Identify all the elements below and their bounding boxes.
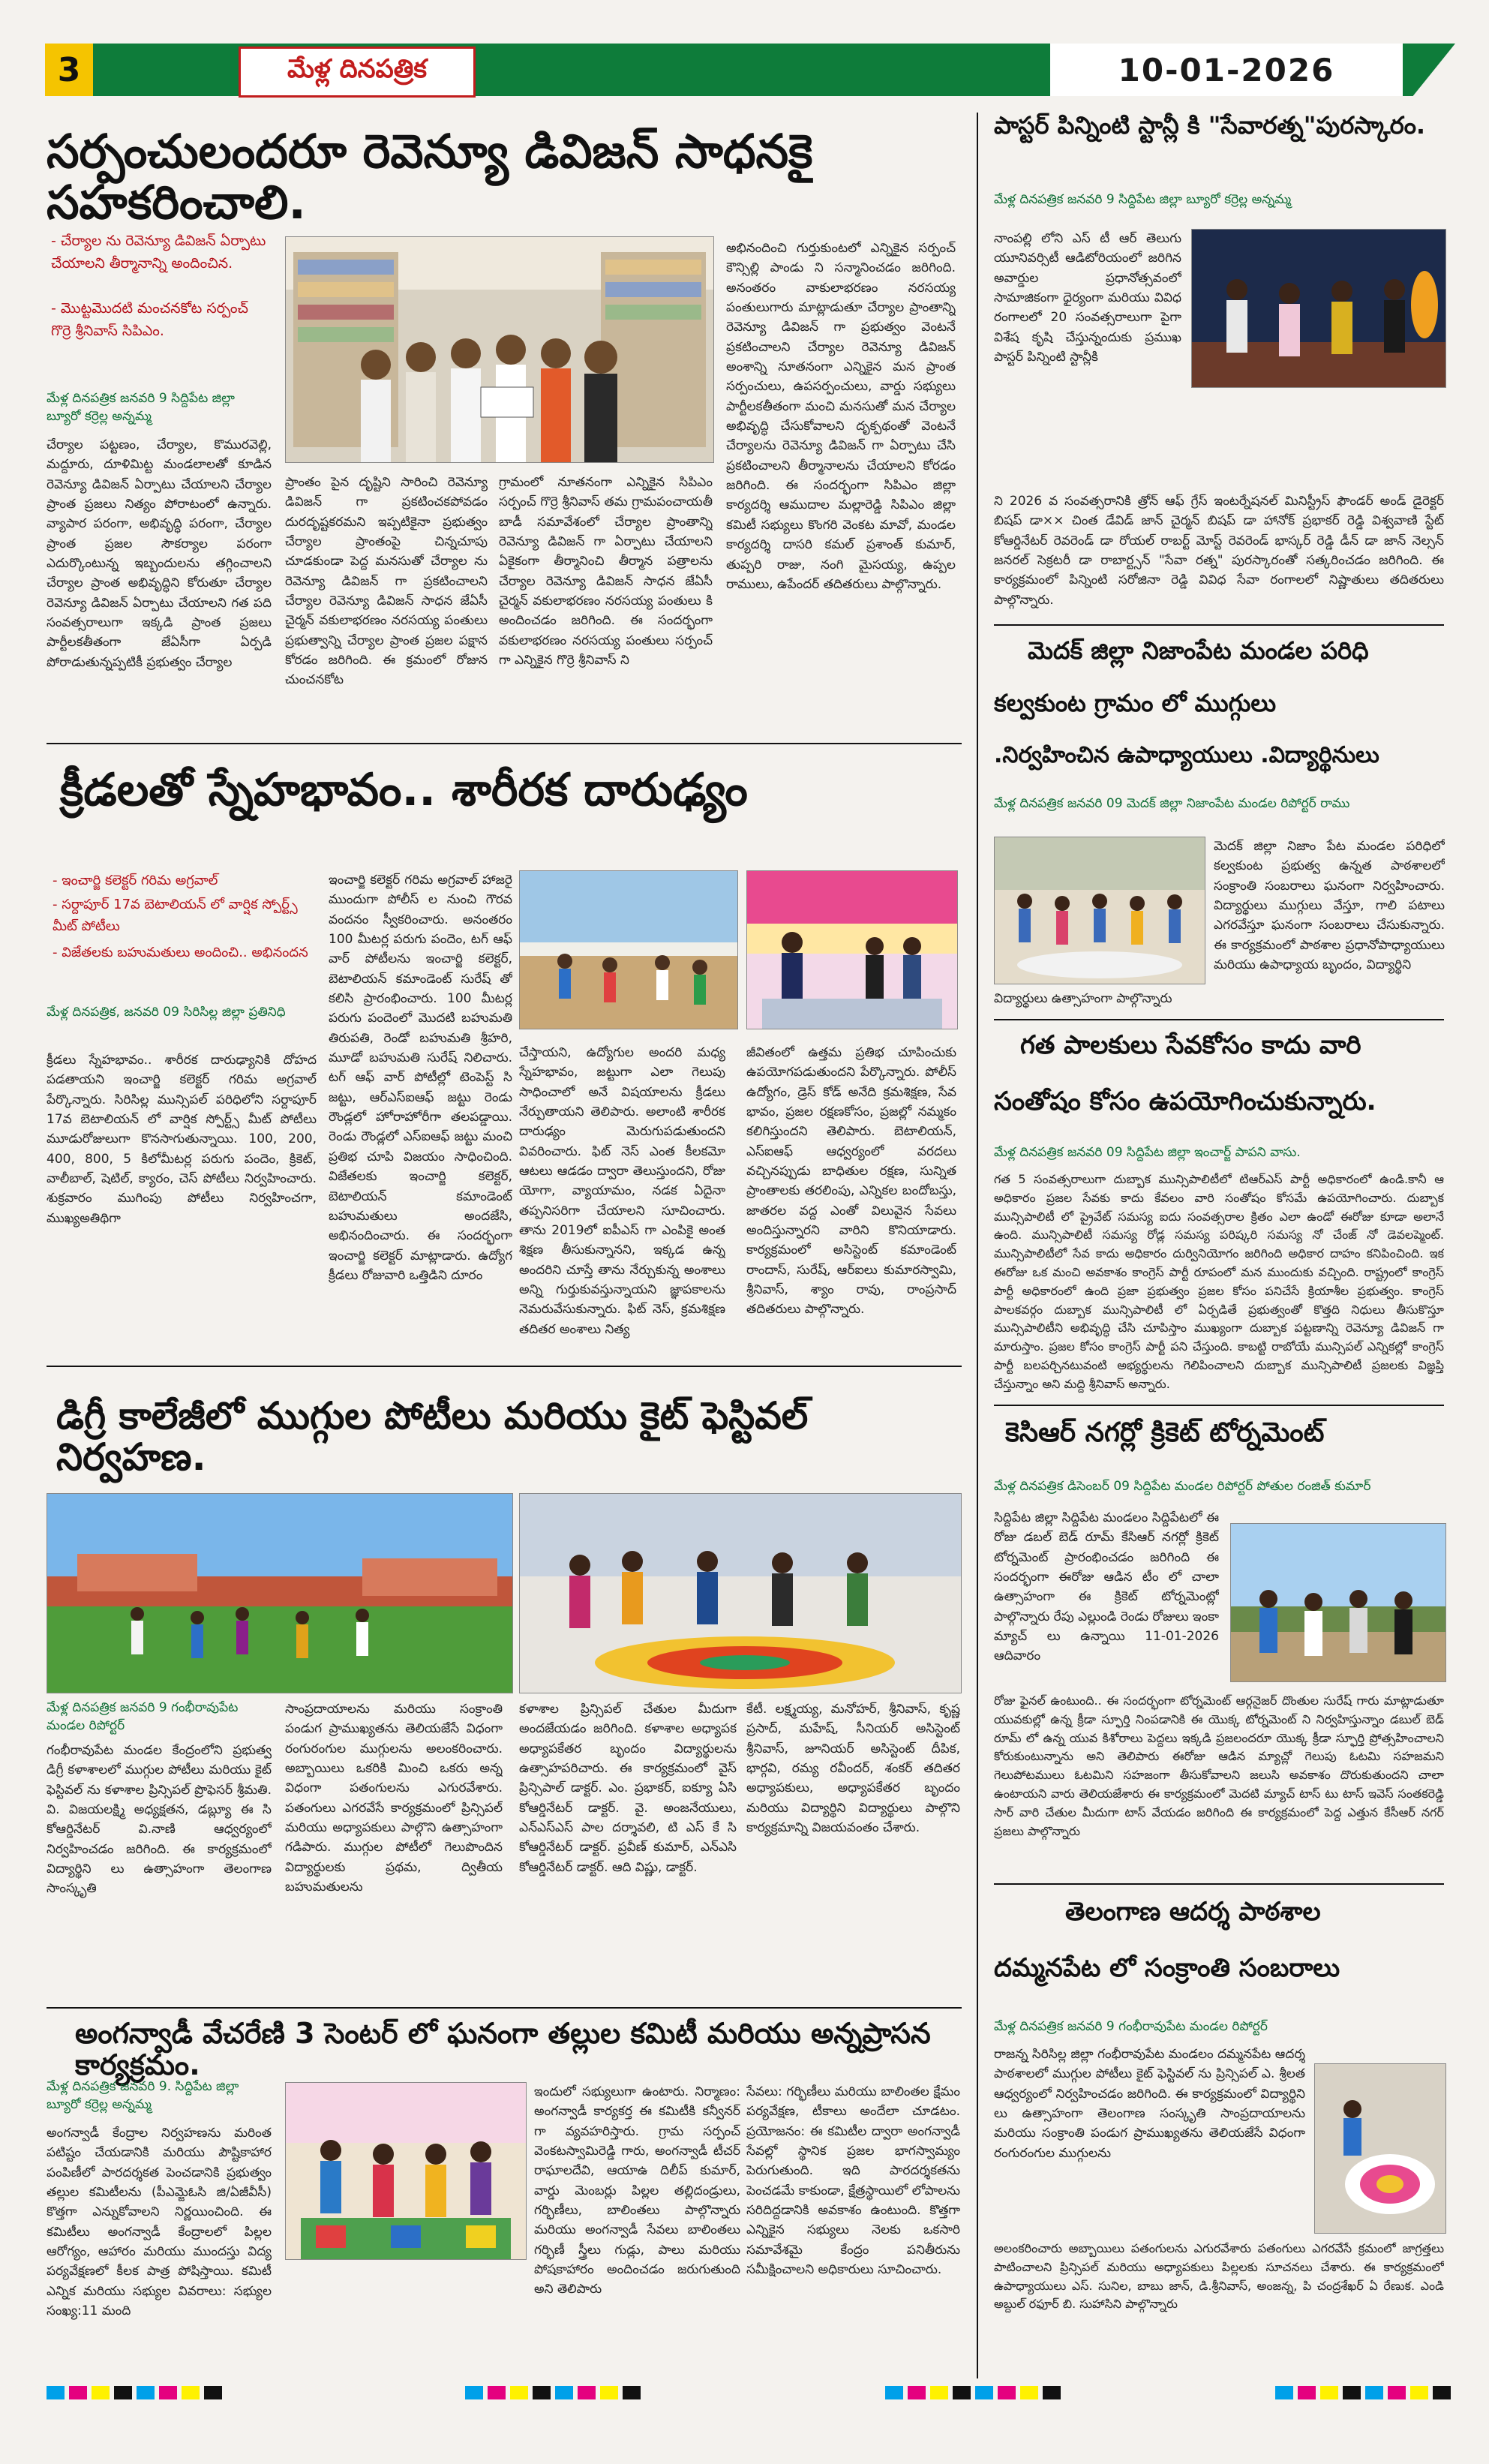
registration-swatch [1410,2386,1428,2399]
right5-headline-2: దమ్మనపేట లో సంక్రాంతి సంబరాలు [994,1953,1340,1983]
registration-swatch [1388,2386,1406,2399]
section-divider [47,2007,962,2009]
section-divider [994,1405,1444,1406]
degree-col-3: కళాశాల ప్రిన్సిపల్ చేతుల మీదుగా అందజేయడం జరిగింది. కళాశాల అధ్యాపక అధ్యాపకేతర బృందం విద్యార్థులను ఉత్సాహపరిచారు. ఈ కార్యక్రమంలో వైస్ ప్రిన్సిపాల్ డాక్టర్. ఎం. ప్రభాకర్, ఐక్యూ ఏసి కోఆర్డినేటర్ డాక్టర్. వై. అంజనేయులు, ఎన్ఎస్ఎస్ పాల దర్శావలి, టి ఎస్ కే సి కోఆర్డినేటర్ డాక్టర్. ప్రవీణ్ కుమార్, ఎన్ఎసి కోఆర్డినేటర్ డాక్టర్. ఆది విష్ణు, డాక్టర్. [519,1702,737,1875]
issue-date: 10-01-2026 [1050,44,1403,96]
right3-headline-2: సంతోషం కోసం ఉపయోగించుకున్నారు. [994,1086,1376,1116]
registration-swatch [159,2386,177,2399]
lead-col-2: ప్రాంతం పైన దృష్టిని సారించి రెవెన్యూ డివిజన్ గా ప్రకటించకపోవడం దురదృష్టకరమని ఇప్పటికైనా ప్రభుత్వం చేర్యాల ప్రాంతంపై చిన్నచూపు చూడకుండా పెద్ద మనసుతో చేర్యాల ను రెవెన్యూ డివిజన్ గా ప్రకటించాలని చేర్యాల రెవెన్యూ డివిజన్ సాధన జేఏసీ చైర్మన్ వకులాభరణం నరసయ్య పంతులు ప్రభుత్వాన్ని చేర్యాల ప్రాంత ప్రజల పక్షాన కోరడం జరిగింది. ఈ క్రమంలో రోజున చుంచనకోట [285,475,488,688]
registration-swatch [47,2386,65,2399]
lead-photo [285,236,714,463]
registration-swatch [623,2386,641,2399]
lead-col-1: చేర్యాల పట్టణం, చేర్యాల, కొమురవెల్లి, మద్దూరు, దూళిమిట్ట మండలాలతో కూడిన రెవెన్యూ డివిజన్ ఏర్పాటు చేయాలని చేర్యాల ప్రాంత ప్రజలు నిత్యం పోరాటంలో ఉన్నారు. వ్యాపార పరంగా, అభివృద్ధి పరంగా, చేర్యాల ప్రాంత ప్రజల సౌకర్యాల పరంగా ఎదుర్కొంటున్న ఇబ్బందులను తగ్గించాలని చేర్యాల ప్రాంత అభివృద్ధిని కోరుతూ చేర్యాల రెవెన్యూ డివిజన్ ఏర్పాటు చేయాలని గత పది సంవత్సరాలుగా ఇక్కడి ప్రాంత ప్రజలు పార్టీలకతీతంగా జేఏసీగా ఏర్పడి పోరాడుతున్నప్పటికీ ప్రభుత్వం చేర్యాల [47,437,272,670]
registration-marks-right [1275,2386,1451,2399]
section-divider [994,1883,1444,1885]
anganwadi-col-1: అంగన్వాడీ కేంద్రాల నిర్వహణను మరింత పటిష్టం చేయడానికి మరియు పౌష్టికాహార పంపిణీలో పారదర్శకత పెంచడానికి ప్రభుత్వం తల్లుల కమిటీలను (పీఎమ్జెఓసి జి/ఏజీవీసీ) కొత్తగా ఎన్నుకోవాలని నిర్ణయించింది. ఈ కమిటీలు అంగన్వాడీ కేంద్రాలలో పిల్లల ఆరోగ్యం, ఆహారం మరియు ముందస్తు విద్య పర్యవేక్షణలో కీలక పాత్ర పోషిస్తాయి. కమిటీ ఎన్నిక మరియు సభ్యుల వివరాలు: సభ్యుల సంఖ్య:11 మంది [47,2126,272,2319]
sports-byline: మేళ్ల దినపత్రిక, జనవరి 09 సిరిసిల్ల జిల్లా ప్రతినిధి [47,1005,286,1020]
registration-marks-left [47,2386,222,2399]
sports-subhead-3: - విజేతలకు బహుమతులు అందించి.. అభినందన [53,945,308,960]
sports-headline: క్రీడలతో స్నేహభావం.. శారీరక దారుఢ్యం [60,764,748,816]
registration-swatch [533,2386,551,2399]
registration-swatch [1020,2386,1038,2399]
right2-headline-3: .నిర్వహించిన ఉపాధ్యాయులు .విద్యార్థినులు [994,742,1379,768]
registration-swatch [204,2386,222,2399]
right5-text-left: రాజన్న సిరిసిల్ల జిల్లా గంభీరావుపేట మండలం దమ్మనపేట ఆదర్శ పాఠశాలలో ముగ్గుల పోటీలు కైట్ ఫెస్టివల్ ను ప్రిన్సిపల్ ఎ. శ్రీలత ఆధ్వర్యంలో నిర్వహించడం జరిగింది. ఈ కార్యక్రమంలో విద్యార్థిని లు ఉత్సాహంగా తెలంగాణ సంస్కృతి సాంప్రదాయాలను మరియు సంక్రాంతి పండుగ ప్రాముఖ్యతను తెలియజేసే విధంగా రంగురంగుల ముగ్గులను [994,2047,1305,2161]
registration-swatch [92,2386,110,2399]
right2-text-right: మెదక్ జిల్లా నిజాం పేట మండల పరిధిలో కల్వకుంట ప్రభుత్వ ఉన్నత పాఠశాలలో సంక్రాంతి సంబరాలు ఘనంగా నిర్వహించారు. విద్యార్థులు ముగ్గులు వేస్తూ, గాలి పటాలు ఎగరవేస్తూ ఘనంగా సంబరాలు చేసుకున్నారు. ఈ కార్యక్రమంలో పాఠశాల ప్రధానోపాధ్యాయులు మరియు ఉపాధ్యాయ బృందం, విద్యార్థిని [1214,839,1445,973]
right1-byline: మేళ్ల దినపత్రిక జనవరి 9 సిద్దిపేట జిల్లా బ్యూరో కర్రెల్ల అన్నమ్మ [994,192,1292,207]
registration-swatch [555,2386,573,2399]
registration-swatch [975,2386,993,2399]
right3-text: గత 5 సంవత్సరాలుగా దుబ్బాక మున్సిపాలిటీలో టిఆర్ఎస్ పార్టీ అధికారంలో ఉండి.కానీ ఆ అధికారం ప్రజల సేవకు కాదు కేవలం వారి సంతోషం కోసమే ఉపయోగించారు. దుబ్బాక మున్సిపాలిటీ లో ప్రైవేట్ సమస్య ఐదు సంవత్సరాల క్రితం ఎలా ఉండో ఈరోజు కూడా అలానే ఉంది. మున్సిపాలిటీ సమస్య రోడ్ల సమస్య పరిష్కరి సమస్య నో చేంజ్ నో డెవలప్మెంట్. మున్సిపాలిటీలో సేవ కాదు అధికారం దుర్వినియోగం జరిగింది అధికార దాహం కనిపించింది. ఇక ఈరోజు ఒక మంచి అవకాశం కాంగ్రెస్ పార్టీ రూపంలో మన ముందుకు వచ్చింది. రాష్ట్రంలో కాంగ్రెస్ పార్టీ అధికారంలో ఉంది ప్రజా ప్రభుత్వం ప్రజల కోసం పనిచేసే క్రియాశీల ప్రభుత్వం. కాంగ్రెస్ పాలకవర్గం దుబ్బాక మున్సిపాలిటీ లో ఏర్పడితే ప్రభుత్వంతో కొత్తది నిధులు తీసుకొస్తూ మున్సిపాలిటీని అభివృద్ధి చేసి చూపిస్తాం ముఖ్యంగా దుబ్బాక పట్టణాన్ని రెవెన్యూ డివిజన్ గా మారుస్తాం. ప్రజల కోసం కాంగ్రెస్ పార్టీ పని చేస్తుంది. కాబట్టి రాబోయే మున్సిపల్ ఎన్నికల్లో కాంగ్రెస్ పార్టీ బలపర్చినటువంటి అభ్యర్థులను గెలిపించాలని దుబ్బాక మున్సిపాలిటీ ప్రజలకు విజ్ఞప్తి చేస్తున్నాం అని మద్ది శ్రీనివాస్ అన్నారు. [994,1172,1444,1391]
right1-text-left: నాంపల్లి లోని ఎస్ టీ ఆర్ తెలుగు యూనివర్సిటీ ఆడిటోరియంలో జరిగిన అవార్డుల ప్రధానోత్సవంలో సామాజికంగా ధైర్యంగా మరియు వివిధ రంగాలలో 20 సంవత్సరాలుగా పైగా విశేష కృషి చేస్తున్నందుకు ప్రముఖ పాస్టర్ పిన్నింటి స్టాన్లీకి [994,231,1181,365]
right4-byline: మేళ్ల దినపత్రిక డిసెంబర్ 09 సిద్దిపేట మండల రిపోర్టర్ పోతుల రంజిత్ కుమార్ [994,1479,1371,1494]
lead-subhead-2: - మొట్టమొదటి మంచనకోట సర్పంచ్ గొర్రె శ్రీనివాస్ సిపిఎం. [51,300,248,340]
registration-swatch [1365,2386,1383,2399]
right2-text-bottom: విద్యార్థులు ఉత్సాహంగా పాల్గొన్నారు [994,991,1172,1006]
degree-col-1: గంభీరావుపేట మండల కేంద్రంలోని ప్రభుత్వ డిగ్రీ కళాశాలలో ముగ్గుల పోటీలు మరియు కైట్ ఫెస్టివల్ ను కళాశాల ప్రిన్సిపల్ ప్రొఫెసర్ శ్రీమతి. వి. విజయలక్ష్మి అధ్యక్షతన, డబ్ల్యూ ఈ సి కోఆర్డినేటర్ వి.నాణి ఆధ్వర్యంలో నిర్వహించడం జరిగింది. ఈ కార్యక్రమంలో విద్యార్థిని లు ఉత్సాహంగా తెలంగాణ సాంస్కృతి [47,1743,272,1897]
sports-photo-race [519,870,738,1029]
registration-swatch [465,2386,483,2399]
right4-photo [1230,1523,1446,1682]
lead-col-4: అభినందించి గుర్తుకుంటలో ఎన్నికైన సర్పంచ్ కౌన్సిల్లి పాండు ని సన్మానించడం జరిగింది. అనంతరం వాకులాభరణం నరసయ్య పంతులుగారు మాట్లాడుతూ చేర్యాల ప్రాంతాన్ని రెవెన్యూ డివిజన్ గా ప్రభుత్వం వెంటనే ప్రకటించాలని చేర్యాల రెవెన్యూ డివిజన్ అంశాన్ని నూతనంగా ఎన్నికైన మన ప్రాంత సర్పంచులు, ఉపసర్పంచులు, వార్డు సభ్యులు పార్టీలకతీతంగా మంచి మనసుతో మన చేర్యాల అభివృద్ధి చేసుకోవాలని దృక్పథంతో వెంటనే చేర్యాలను రెవెన్యూ డివిజన్ గా ఏర్పాటు చేసి ప్రకటించాలని తీర్మానాలను చేయాలని కోరడం జరిగింది. ఈ సందర్భంగా సిపిఎం జిల్లా కార్యదర్శి ఆముదాల మల్లారెడ్డి సిపిఎం జిల్లా కమిటీ సభ్యులు కొంగరి వెంకట మావో, మండల కార్యదర్శి దాసరి కమల్ ప్రశాంత్ కుమార్, తుప్పరి రాజు, నంగి మైసయ్య, ఉప్పల రాములు, ఉపేందర్ తదితరులు పాల్గొన్నారు. [726,241,956,592]
registration-swatch [600,2386,618,2399]
sports-col-3: చేస్తాయని, ఉద్యోగుల అందరి మధ్య స్నేహభావం, జట్టుగా ఎలా గెలుపు సాధించాలో అనే విషయాలను క్రీడలు నేర్పుతాయని తెలిపారు. అలాంటి శారీరక దారుఢ్యం మెరుగుపడుతుందని వివరించారు. ఫిట్ నెస్ ఎంత కీలకమో ఆటలు ఆడడం ద్వారా తెలుస్తుందని, రోజు యోగా, వ్యాయామం, నడక ఏదైనా తప్పనిసరిగా చేయాలని సూచించారు. తాను 2019లో ఐపీఎస్ గా ఎంపికై అంత శిక్షణ తీసుకున్నానని, ఇక్కడ ఉన్న అందరిని చూస్తే తాను నేర్చుకున్న అంశాలు అన్ని గుర్తుకువస్తున్నాయని జ్ఞాపకాలను నెమరువేసుకున్నారు. ఫిట్ నెస్, క్రమశిక్షణ తదితర అంశాలు నిత్య [519,1045,725,1337]
anganwadi-col-3: సేవలు: గర్భిణీలు మరియు బాలింతల క్షేమం పర్యవేక్షణ, టీకాలు అందేలా చూడటం. ప్రయోజనం: ఈ కమిటీల ద్వారా అంగన్వాడీ సేవల్లో స్థానిక ప్రజల భాగస్వామ్యం పెరుగుతుంది. ఇది పారదర్శకతను పెంచడమే కాకుండా, క్షేత్రస్థాయిలో లోపాలను సరిదిద్దడానికి అవకాశం ఉంటుంది. కొత్తగా ఎన్నికైన సభ్యులు నెలకు ఒకసారి సమావేశమై కేంద్రం పనితీరును సమీక్షించాలని అధికారులు సూచించారు. [746,2084,960,2278]
sports-subhead-1: - ఇంచార్జి కలెక్టర్ గరిమ అగ్రవాల్ [53,873,218,888]
lead-byline: మేళ్ల దినపత్రిక జనవరి 9 సిద్దిపేట జిల్లా బ్యూరో కర్రెల్ల అన్నమ్మ [47,391,235,424]
registration-swatch [578,2386,596,2399]
right5-photo [1314,2063,1446,2234]
section-divider [994,624,1444,626]
right5-headline-1: తెలంగాణ ఆదర్శ పాఠశాల [1065,1897,1321,1927]
degree-col-4: కేటీ. లక్ష్మయ్య, మనోహర్, శ్రీనివాస్, కృష్ణ ప్రసాద్, మహేష్, సీనియర్ అసిస్టెంట్ శ్రీనివాస్, జూనియర్ అసిస్టెంట్ దీపిక, భార్గవి, రమ్య రవీందర్, శంకర్ తదితర అధ్యాపకులు, అధ్యాపకేతర బృందం మరియు విద్యార్థిని విద్యార్థులు పాల్గొని కార్యక్రమాన్ని విజయవంతం చేశారు. [746,1702,960,1836]
right1-text-full: ని 2026 వ సంవత్సరానికి త్రోన్ ఆఫ్ గ్రేస్ ఇంటర్నేషనల్ మినిస్ట్రీస్ ఫౌండర్ అండ్ డైరెక్టర్ బిషప్ డా×× చింత డేవిడ్ జాన్ చైర్మన్ బిషప్ డా హానోక్ ప్రభాకర్ రెడ్డి విశ్వవాణి స్టేట్ కోఆర్డినేటర్ రెవరెండ్ డా రోయల్ రాబర్ట్ మోస్ట్ రెవరెండ్ భాస్కర్ రెడ్డి డీన్ డా జాన్ నెల్సన్ జనరల్ సెక్రటరీ డా రాబార్ట్సన్ "సేవా రత్న" పురస్కారంతో సత్కరించడం జరిగింది. ఈ కార్యక్రమంలో పిన్నింటి సరోజినా రెడ్డి వివిధ సేవా రంగాలలో నిష్ణాతులు తదితరులు పాల్గొన్నారు. [994,494,1444,608]
right2-byline: మేళ్ల దినపత్రిక జనవరి 09 మెదక్ జిల్లా నిజాంపేట మండల రిపోర్టర్ రాము [994,796,1350,811]
registration-marks-center [465,2386,641,2399]
anganwadi-headline: అంగన్వాడీ వేచరేణి 3 సెంటర్ లో ఘనంగా తల్లుల కమిటీ మరియు అన్నప్రాసన కార్యక్రమం. [75,2017,931,2081]
lead-headline: సర్పంచులందరూ రెవెన్యూ డివిజన్ సాధనకై సహకరించాలి. [47,124,813,230]
degree-headline: డిగ్రీ కాలేజీలో ముగ్గుల పోటీలు మరియు కైట్ ఫెస్టివల్ నిర్వహణ. [56,1394,809,1479]
sports-col-2: ఇంచార్జి కలెక్టర్ గరిమ అగ్రవాల్ హాజరై ముందుగా పోలీస్ ల నుంచి గౌరవ వందనం స్వీకరించారు. అనంతరం 100 మీటర్ల పరుగు పందెం, టగ్ ఆఫ్ వార్ పోటీలను ఇంచార్జి కలెక్టర్, బెటాలియన్ కమాండెంట్ సురేష్ తో కలిసి ప్రారంభించారు. 100 మీటర్ల పరుగు పందెంలో మొదటి బహుమతి తిరుపతి, రెండో బహుమతి శ్రీహరి, మూడో బహుమతి సురేష్ నిలిచారు. టగ్ ఆఫ్ వార్ పోటీల్లో టెంపెస్ట్ సి జట్టు, ఆర్ఎస్ఐఆఫ్ జట్టు రెండు రౌండ్లలో హోరాహోరీగా తలపడ్డాయి. రెండు రౌండ్లలో ఎస్ఐఆఫ్ జట్టు మంచి ప్రతిభ చూపి విజయం సాధించింది. విజేతలకు ఇంచార్జి కలెక్టర్, బెటాలియన్ కమాండెంట్ బహుమతులు అందజేసి, అభినందించారు. ఈ సందర్భంగా ఇంచార్జి కలెక్టర్ మాట్లాడారు. ఉద్యోగ క్రీడలు రోజువారి ఒత్తిడిని దూరం [329,873,512,1283]
sports-photo-stage [746,870,958,1029]
registration-marks-center-right [885,2386,1061,2399]
registration-swatch [1275,2386,1293,2399]
column-divider [977,113,978,2378]
right4-text-full: రోజు ఫైనల్ ఉంటుంది.. ఈ సందర్భంగా టోర్నమెంట్ ఆర్గనైజర్ దొంతుల సురేష్ గారు మాట్లాడుతూ యువకుల్లో ఉన్న క్రీడా స్ఫూర్తి నింపడానికి ఈ యొక్క టోర్నమెంట్ ని నిర్వహిస్తున్నాం డబుల్ బెడ్ రూమ్ లో ఉన్న యువ కిశోరాలు పెద్దలు ఇక్కడి ప్రజలందరూ యొక్క క్రీడా స్ఫూర్తి ప్రోత్సహించాలని కోరుకుంటున్నాను అని తెలిపారు ఈరోజు ఆడిన మ్యాచ్లో గెలుపు ఓటమి సహజమని గెలుపోటములు ఓటమిని సహజంగా తీసుకోవాలని జలుసి అవకాశం దొరుకుతుందని చాలా ఉంటాయని వారు తెలియజేశారు ఈ కార్యక్రమంలో మెదటి మ్యాచ్ టాస్ టు టాస్ ఇవెస్ సంతకరెడ్డి సార్ వారి చేతుల మీదుగా టాస్ వేయడం జరిగింది ఈ కార్యక్రమంలో పెద్ద ఎత్తున కేసీఆర్ నగర్ ప్రజలు పాల్గొన్నారు [994,1693,1444,1838]
right5-byline: మేళ్ల దినపత్రిక జనవరి 9 గంభీరావుపేట మండల రిపోర్టర్ [994,2019,1268,2034]
section-divider [47,743,962,744]
right2-photo [994,837,1205,984]
right3-byline: మేళ్ల దినపత్రిక జనవరి 09 సిద్దిపేట జిల్లా ఇంచార్జ్ పాపని వాసు. [994,1145,1301,1160]
registration-swatch [885,2386,903,2399]
registration-swatch [1433,2386,1451,2399]
degree-byline: మేళ్ల దినపత్రిక జనవరి 9 గంభీరావుపేట మండల రిపోర్టర్ [47,1700,239,1733]
registration-swatch [908,2386,926,2399]
right5-text-full: అలంకరించారు అబ్బాయిలు పతంగులను ఎగురవేశారు పతంగులు ఎగరవేసే క్రమంలో జాగ్రత్తలు పాటించాలని ప్రిన్సిపల్ మరియు అధ్యాపకులు పిల్లలకు సూచనలు చేశారు. ఈ కార్యక్రమంలో ఉపాధ్యాయులు ఎస్. సునిల, బాబు జాన్, డి.శ్రీనివాస్, అంజన్న, పి చంద్రశేఖర్ ఏ రేణుక. ఎండి అబ్దుల్ రఫూర్ బి. సుహాసిని పాల్గొన్నారు [994,2241,1444,2312]
anganwadi-col-2: ఇందులో సభ్యులుగా ఉంటారు. నిర్మాణం: అంగన్వాడీ కార్యకర్త ఈ కమిటీకి కన్వీనర్ గా వ్యవహరిస్తారు. గ్రామ సర్పంచ్ వెంకటస్వామిరెడ్డి గారు, అంగన్వాడీ టీచర్ రాఘాలదేవి, ఆయాఉ దిలీప్ కుమార్, వార్డు మెంబర్లు పిల్లల తల్లిదండ్రులు, గర్భిణీలు, బాలింతలు పాల్గొన్నారు మరియు అంగన్వాడీ సేవలు బాలింతలు గర్భిణీ స్త్రీలు గుడ్లు, పాలు మరియు పోషకాహారం అందించడం జరుగుతుంది అని తెలిపారు [534,2084,740,2297]
sports-col-1: క్రీడలు స్నేహభావం.. శారీరక దారుఢ్యానికి దోహద పడతాయని ఇంచార్జి కలెక్టర్ గరిమ అగ్రవాల్ పేర్కొన్నారు. సిరిసిల్ల మున్సిపల్ పరిధిలోని సర్దాపూర్ 17వ బెటాలియన్ లో వార్షిక స్పోర్ట్స్ మీట్ పోటీలు మూడురోజులుగా కొనసాగుతున్నాయి. 100, 200, 400, 800, 5 కిలోమీటర్ల పరుగు పందెం, క్రికెట్, వాలీబాల్, షెటిల్, క్యారం, చెస్ పోటీలు నిర్వహించారు. శుక్రవారం ముగింపు పోటీలు నిర్వహించగా, ముఖ్యఅతిథిగా [47,1053,317,1226]
section-divider [994,1019,1444,1020]
registration-swatch [69,2386,87,2399]
degree-photo-ground [47,1493,513,1693]
registration-swatch [1298,2386,1316,2399]
section-divider [47,1366,962,1367]
masthead-logo: మేళ్ల దినపత్రిక [239,47,476,98]
lead-col-3: గ్రామంలో నూతనంగా ఎన్నికైన సిపిఎం సర్పంచ్ గొర్రె శ్రీనివాస్ తమ గ్రామపంచాయతీ బాడీ సమావేశంలో చేర్యాల ప్రాంతాన్ని రెవెన్యూ డివిజన్ గా ఏర్పాటు చేయాలని ఏకైకంగా తీర్మానించి తీర్మాన పత్రాలను చేర్యాల రెవెన్యూ డివిజన్ సాధన జేఏసీ చైర్మన్ వకులాభరణం నరసయ్య పంతులు కి అందించడం జరిగింది. ఈ సందర్భంగా వకులాభరణం నరసయ్య పంతులు సర్పంచ్ గా ఎన్నికైన గొర్రె శ్రీనివాస్ ని [499,475,713,669]
registration-swatch [488,2386,506,2399]
registration-swatch [137,2386,155,2399]
right1-photo [1191,229,1446,388]
registration-swatch [1343,2386,1361,2399]
right2-headline-1: మెదక్ జిల్లా నిజాంపేట మండల పరిధి [1028,636,1369,665]
degree-photo-rangoli [519,1493,962,1693]
degree-col-2: సాంప్రదాయాలను మరియు సంక్రాంతి పండుగ ప్రాముఖ్యతను తెలియజేసే విధంగా రంగురంగుల ముగ్గులను అలంకరించారు. అబ్బాయిలు ఒకరికి మించి ఒకరు అన్న విధంగా పతంగులను ఎగురవేశారు. పతంగులు ఎగరవేసే కార్యక్రమంలో ప్రిన్సిపల్ మరియు అధ్యాపకులు పాల్గొని ఉత్సాహంగా గడిపారు. ముగ్గుల పోటీలో గెలుపొందిన విద్యార్థులకు ప్రథమ, ద్వితీయ బహుమతులను [285,1702,503,1895]
right4-text-left: సిద్దిపేట జిల్లా సిద్దిపేట మండలం సిద్దిపేటలో ఈ రోజు డబల్ బెడ్ రూమ్ కేసిఆర్ నగర్లో క్రికెట్ టోర్నమెంట్ ప్రారంభించడం జరిగింది ఈ సందర్భంగా ఈరోజు ఆడిన టీం లో చాలా ఉత్సాహంగా ఈ క్రికెట్ టోర్నమెంట్లో పాల్గొన్నారు రేపు ఎల్లుండి రెండు రోజులు ఇంకా మ్యాచ్ లు ఉన్నాయి 11-01-2026 ఆదివారం [994,1510,1219,1664]
registration-swatch [1043,2386,1061,2399]
right1-headline: పాస్టర్ పిన్నింటి స్టాన్లీ కి "సేవారత్న"పురస్కారం. [994,111,1426,140]
anganwadi-byline: మేళ్ల దినపత్రిక జనవరి 9. సిద్దిపేట జిల్లా బ్యూరో కర్రెల్ల అన్నమ్మ [47,2079,239,2112]
sports-subhead-2: - సర్దాపూర్ 17వ బెటాలియన్ లో వార్షిక స్పోర్ట్స్ మీట్ పోటీలు [53,897,298,934]
registration-swatch [930,2386,948,2399]
anganwadi-photo [285,2082,527,2260]
registration-swatch [182,2386,200,2399]
registration-swatch [953,2386,971,2399]
page-number: 3 [45,44,93,96]
registration-swatch [510,2386,528,2399]
registration-swatch [998,2386,1016,2399]
registration-swatch [1320,2386,1338,2399]
lead-subhead-1: - చేర్యాల ను రెవెన్యూ డివిజన్ ఏర్పాటు చేయాలని తీర్మానాన్ని అందించిన. [51,233,266,272]
registration-swatch [114,2386,132,2399]
right4-headline: కెసిఆర్ నగర్లో క్రికెట్ టోర్నమెంట్ [1005,1417,1325,1448]
sports-col-4: జీవితంలో ఉత్తమ ప్రతిభ చూపించుకు ఉపయోగపడుతుందని పేర్కొన్నారు. పోలీస్ ఉద్యోగం, డ్రెస్ కోడ్ అనేది క్రమశిక్షణ, సేవ భావం, ప్రజల రక్షణకోసం, ప్రజల్లో నమ్మకం కలిగిస్తుందని తెలిపారు. బెటాలియన్, ఎస్ఐఆఫ్ ఆధ్వర్యంలో వరదలు వచ్చినప్పుడు బాధితుల రక్షణ, సున్నిత ప్రాంతాలకు తరలింపు, ఎన్నికల బందోబస్తు, జాతరల వద్ద ఎంతో విలువైన సేవలు అందిస్తున్నారని వారిని కొనియాడారు. కార్యక్రమంలో అసిస్టెంట్ కమాండెంట్ రాందాస్, సురేష్, ఆర్ఐలు కుమారస్వామి, శ్రీనివాస్, శ్యాం రావు, రాంప్రసాద్ తదితరులు పాల్గొన్నారు. [746,1045,956,1318]
right3-headline-1: గత పాలకులు సేవకోసం కాదు వారి [1020,1030,1361,1060]
right2-headline-2: కల్వకుంట గ్రామం లో ముగ్గులు [994,689,1277,717]
